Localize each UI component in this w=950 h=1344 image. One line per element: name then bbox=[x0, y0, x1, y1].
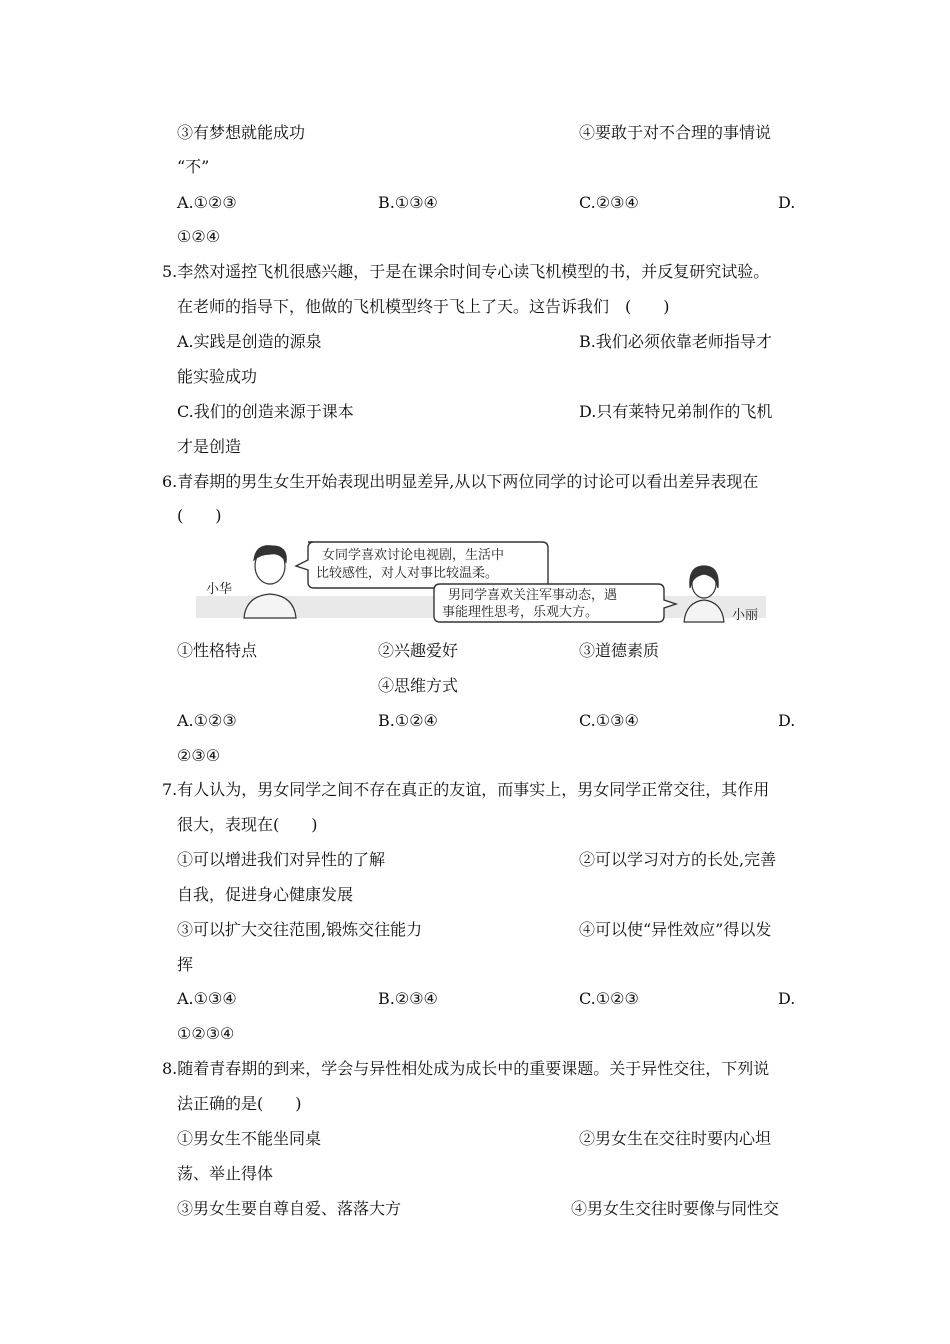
q7-choice-d-cont: ①②③④ bbox=[177, 1024, 235, 1043]
q7-stem-line-2: 很大，表现在( ) bbox=[177, 815, 318, 834]
q4-choice-d-cont: ①②④ bbox=[177, 227, 221, 246]
q6-illustration bbox=[196, 536, 766, 626]
q7-choice-d: D. bbox=[778, 989, 796, 1008]
girl-name-label: 小丽 bbox=[732, 608, 759, 623]
q4-choice-c: C.②③④ bbox=[579, 193, 639, 212]
q6-option-3: ③道德素质 bbox=[579, 641, 660, 660]
q5-choice-b-cont: 能实验成功 bbox=[177, 367, 258, 386]
girl-figure-icon bbox=[684, 566, 724, 622]
q4-choice-d: D. bbox=[778, 193, 796, 212]
q6-stem-line-1: 6.青春期的男生女生开始表现出明显差异,从以下两位同学的讨论可以看出差异表现在 bbox=[162, 472, 759, 491]
q4-option-4: ④要敢于对不合理的事情说 bbox=[579, 123, 772, 142]
q6-choice-d: D. bbox=[778, 711, 796, 730]
q8-option-3: ③男女生要自尊自爱、落落大方 bbox=[177, 1199, 402, 1218]
q8-option-2-cont: 荡、举止得体 bbox=[177, 1164, 274, 1183]
q4-choice-b: B.①③④ bbox=[378, 193, 438, 212]
q7-option-4-cont: 挥 bbox=[177, 955, 194, 974]
q8-stem-line-1: 8.随着青春期的到来，学会与异性相处成为成长中的重要课题。关于异性交往，下列说 bbox=[162, 1059, 770, 1078]
q8-option-2: ②男女生在交往时要内心坦 bbox=[579, 1129, 772, 1148]
q6-option-4: ④思维方式 bbox=[378, 676, 459, 695]
bubble2-line-2: 事能理性思考，乐观大方。 bbox=[442, 605, 599, 620]
q8-option-1: ①男女生不能坐同桌 bbox=[177, 1129, 322, 1148]
boy-figure-icon bbox=[244, 546, 296, 618]
q6-option-1: ①性格特点 bbox=[177, 641, 258, 660]
q7-option-3: ③可以扩大交往范围,锻炼交往能力 bbox=[177, 920, 423, 939]
q6-stem-line-2: ( ) bbox=[177, 506, 222, 525]
q7-option-4: ④可以使“异性效应”得以发 bbox=[579, 920, 772, 939]
q7-option-2-cont: 自我，促进身心健康发展 bbox=[177, 885, 354, 904]
q6-choice-d-cont: ②③④ bbox=[177, 746, 221, 765]
q6-choice-c: C.①③④ bbox=[579, 711, 639, 730]
q7-choice-a: A.①③④ bbox=[177, 989, 237, 1008]
boy-name-label: 小华 bbox=[206, 582, 233, 597]
q5-choice-d-cont: 才是创造 bbox=[177, 437, 242, 456]
q6-choice-b: B.①②④ bbox=[378, 711, 438, 730]
q6-choice-a: A.①②③ bbox=[177, 711, 237, 730]
q5-choice-d: D.只有莱特兄弟制作的飞机 bbox=[579, 402, 773, 421]
q7-option-1: ①可以增进我们对异性的了解 bbox=[177, 850, 386, 869]
q5-choice-b: B.我们必须依靠老师指导才 bbox=[579, 332, 772, 351]
q5-choice-c: C.我们的创造来源于课本 bbox=[177, 402, 354, 421]
q4-option-3: ③有梦想就能成功 bbox=[177, 123, 306, 142]
bubble2-line-1: 男同学喜欢关注军事动态，遇 bbox=[448, 588, 618, 603]
q7-stem-line-1: 7.有人认为，男女同学之间不存在真正的友谊，而事实上，男女同学正常交往，其作用 bbox=[162, 780, 770, 799]
q4-choice-a: A.①②③ bbox=[177, 193, 237, 212]
q8-stem-line-2: 法正确的是( ) bbox=[177, 1094, 302, 1113]
bubble1-line-1: 女同学喜欢讨论电视剧，生活中 bbox=[322, 548, 505, 563]
q5-stem-line-1: 5.李然对遥控飞机很感兴趣，于是在课余时间专心读飞机模型的书，并反复研究试验。 bbox=[162, 262, 770, 281]
q5-stem-line-2: 在老师的指导下，他做的飞机模型终于飞上了天。这告诉我们 ( ) bbox=[177, 297, 670, 316]
q8-option-4: ④男女生交往时要像与同性交 bbox=[571, 1199, 780, 1218]
q6-option-2: ②兴趣爱好 bbox=[378, 641, 459, 660]
bubble1-line-2: 比较感性，对人对事比较温柔。 bbox=[316, 566, 499, 581]
q4-option-4-cont: “不” bbox=[177, 157, 210, 176]
q5-choice-a: A.实践是创造的源泉 bbox=[177, 332, 322, 351]
q7-choice-b: B.②③④ bbox=[378, 989, 438, 1008]
q7-option-2: ②可以学习对方的长处,完善 bbox=[579, 850, 777, 869]
q7-choice-c: C.①②③ bbox=[579, 989, 639, 1008]
